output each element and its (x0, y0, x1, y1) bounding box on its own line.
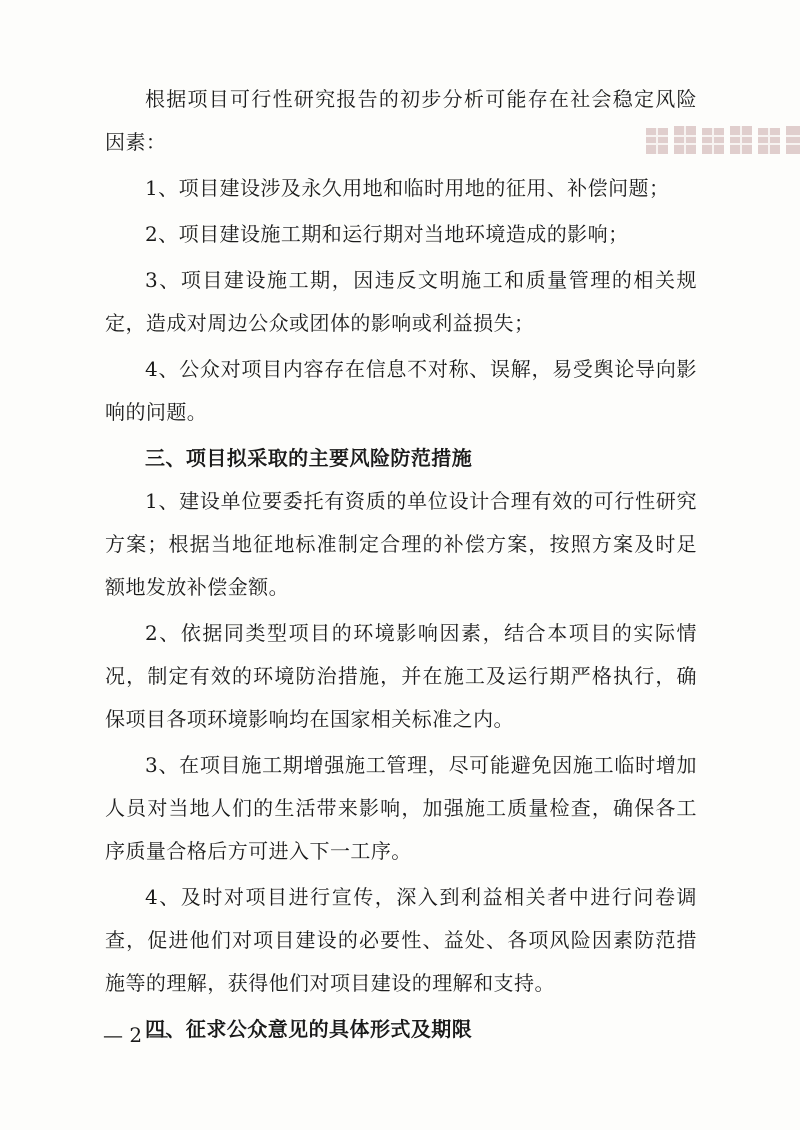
body-paragraph: 根据项目可行性研究报告的初步分析可能存在社会稳定风险因素： (105, 87, 697, 154)
body-paragraph: 4、及时对项目进行宣传，深入到利益相关者中进行问卷调查，促进他们对项目建设的必要性、益处、各项风险因素防范措施等的理解，获得他们对项目建设的理解和支持。 (105, 885, 697, 995)
section-heading: 三、项目拟采取的主要风险防范措施 (145, 446, 473, 470)
section-heading: 四、征求公众意见的具体形式及期限 (145, 1017, 473, 1041)
page-number: — 2 — (103, 1023, 169, 1047)
body-paragraph: 2、项目建设施工期和运行期对当地环境造成的影响； (145, 222, 629, 246)
document-body (105, 78, 697, 1051)
body-paragraph: 2、依据同类型项目的环境影响因素，结合本项目的实际情况，制定有效的环境防治措施，并在施工及运行期严格执行，确保项目各项环境影响均在国家相关标准之内。 (105, 621, 697, 731)
body-paragraph: 1、建设单位要委托有资质的单位设计合理有效的可行性研究方案；根据当地征地标准制定合理的补偿方案，按照方案及时足额地发放补偿金额。 (105, 489, 697, 599)
body-paragraph: 1、项目建设涉及永久用地和临时用地的征用、补偿问题； (145, 176, 670, 200)
body-paragraph: 3、在项目施工期增强施工管理，尽可能避免因施工临时增加人员对当地人们的生活带来影响，加强施工质量检查，确保各工序质量合格后方可进入下一工序。 (105, 753, 697, 863)
body-paragraph: 3、项目建设施工期，因违反文明施工和质量管理的相关规定，造成对周边公众或团体的影响或利益损失； (105, 268, 697, 335)
body-paragraph: 4、公众对项目内容存在信息不对称、误解，易受舆论导向影响的问题。 (105, 357, 697, 424)
